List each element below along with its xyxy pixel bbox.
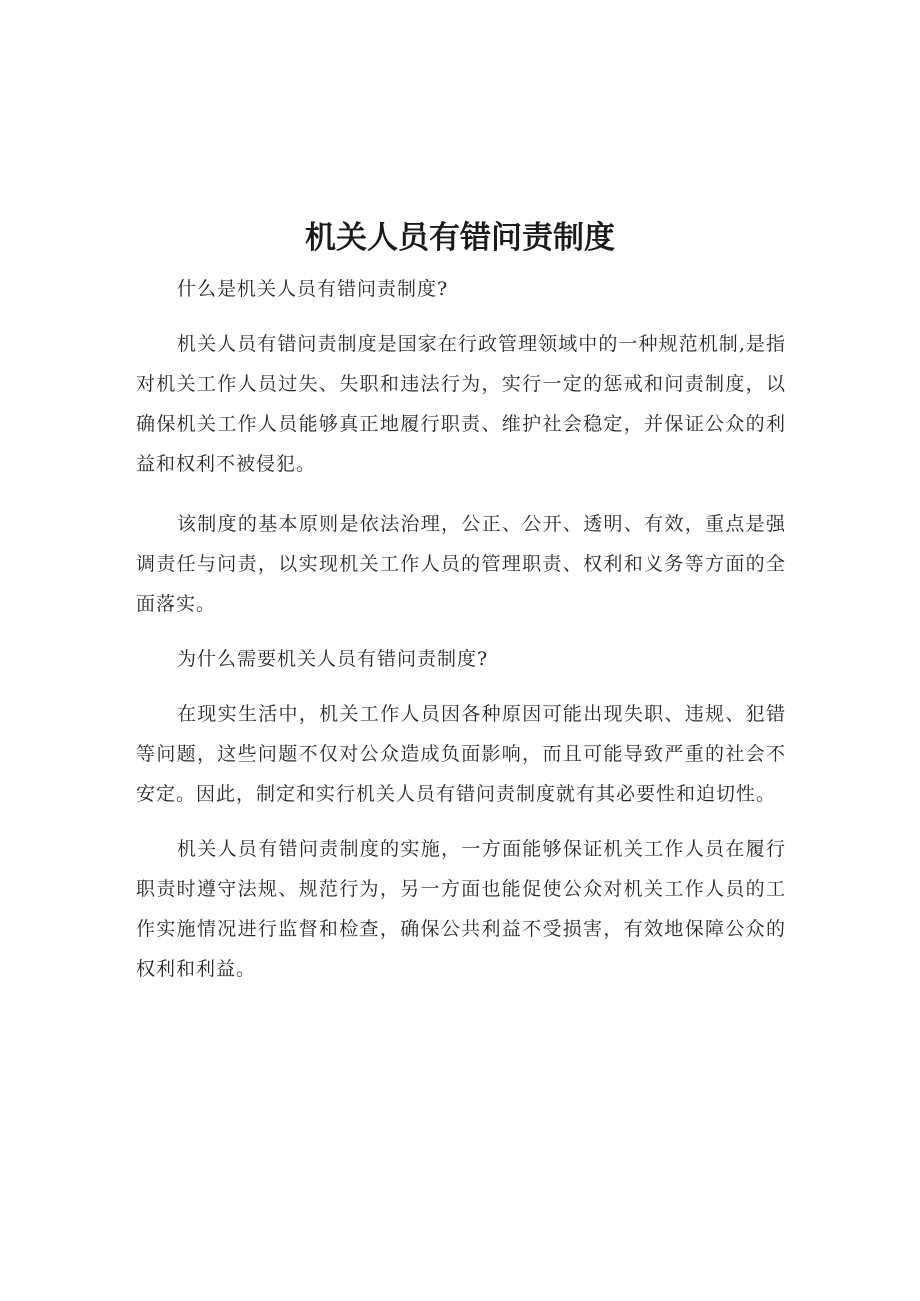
document-title: 机关人员有错问责制度 bbox=[305, 220, 615, 256]
paragraph-necessity: 在现实生活中，机关工作人员因各种原因可能出现失职、违规、犯错等问题，这些问题不仅对公众造成负面影响，而且可能导致严重的社会不安定。因此，制定和实行机关人员有错问责制度就有其必要性和迫切性。 bbox=[136, 703, 786, 805]
paragraph-definition: 机关人员有错问责制度是国家在行政管理领域中的一种规范机制,是指对机关工作人员过失、失职和违法行为，实行一定的惩戒和问责制度，以确保机关工作人员能够真正地履行职责、维护社会稳定，并保证公众的利益和权利不被侵犯。 bbox=[136, 333, 786, 475]
question-heading-what: 什么是机关人员有错问责制度? bbox=[177, 278, 449, 300]
paragraph-principles: 该制度的基本原则是依法治理，公正、公开、透明、有效，重点是强调责任与问责，以实现机关工作人员的管理职责、权利和义务等方面的全面落实。 bbox=[136, 513, 786, 615]
question-heading-why: 为什么需要机关人员有错问责制度? bbox=[177, 648, 489, 670]
paragraph-implementation: 机关人员有错问责制度的实施，一方面能够保证机关工作人员在履行职责时遵守法规、规范行为，另一方面也能促使公众对机关工作人员的工作实施情况进行监督和检查，确保公共利益不受损害，有效地保障公众的权利和利益。 bbox=[136, 838, 786, 980]
